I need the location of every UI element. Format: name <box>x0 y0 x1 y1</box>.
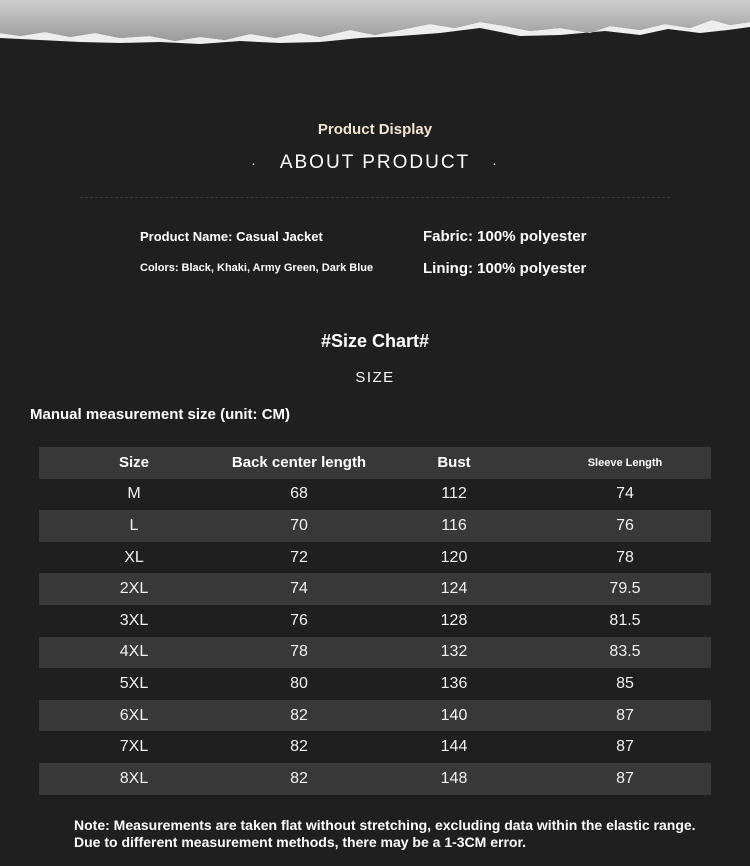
cell-size: 6XL <box>119 706 149 724</box>
table-row <box>39 731 711 763</box>
column-header-back-center-length: Back center length <box>231 454 367 472</box>
cell-bust: 116 <box>441 516 467 534</box>
cell-sleeve-length: 78 <box>616 548 634 566</box>
cell-sleeve-length: 76 <box>616 516 634 534</box>
measurement-note: Note: Measurements are taken flat without stretching, excluding data within the elastic range. Due to different measurement methods, there may be a 1-3CM error. <box>74 817 696 850</box>
table-row <box>39 573 711 605</box>
cell-bust: 140 <box>440 706 468 724</box>
table-row <box>39 479 711 511</box>
cell-back-center-length: 70 <box>290 516 308 534</box>
cell-size: M <box>127 485 141 503</box>
cell-sleeve-length: 85 <box>616 674 634 692</box>
product-name: Product Name: Casual Jacket <box>140 229 323 244</box>
cell-back-center-length: 82 <box>290 769 308 787</box>
cell-back-center-length: 74 <box>290 580 308 598</box>
right-dot: · <box>492 154 499 171</box>
cell-bust: 148 <box>440 769 468 787</box>
cell-bust: 144 <box>440 738 468 756</box>
product-colors: Colors: Black, Khaki, Army Green, Dark Blue <box>140 262 374 274</box>
column-header-bust: Bust <box>437 454 471 472</box>
about-product-heading <box>0 152 750 174</box>
cell-sleeve-length: 87 <box>616 769 634 787</box>
cell-back-center-length: 82 <box>290 706 308 724</box>
about-product-title: ABOUT PRODUCT <box>279 152 471 173</box>
left-dot: · <box>251 154 258 171</box>
table-row <box>39 542 711 574</box>
cell-size: 5XL <box>119 674 149 692</box>
table-header-row <box>39 447 711 479</box>
cell-sleeve-length: 81.5 <box>609 611 641 629</box>
cell-bust: 124 <box>440 580 468 598</box>
cell-sleeve-length: 87 <box>616 738 634 756</box>
cell-sleeve-length: 87 <box>616 706 634 724</box>
cell-bust: 136 <box>440 674 468 692</box>
cell-size: XL <box>124 548 144 566</box>
cell-bust: 128 <box>440 611 468 629</box>
cell-bust: 112 <box>441 485 467 503</box>
size-chart-title: #Size Chart# <box>320 331 430 351</box>
product-lining: Lining: 100% polyester <box>423 260 587 277</box>
cell-bust: 120 <box>440 548 468 566</box>
size-label: SIZE <box>355 369 395 386</box>
cell-back-center-length: 82 <box>290 738 308 756</box>
table-row <box>39 668 711 700</box>
cell-size: L <box>129 516 139 534</box>
cell-bust: 132 <box>440 643 468 661</box>
measurement-unit-note: Manual measurement size (unit: CM) <box>30 406 291 423</box>
divider <box>80 197 670 198</box>
cell-back-center-length: 78 <box>290 643 308 661</box>
cell-size: 2XL <box>119 580 149 598</box>
cell-size: 4XL <box>119 643 149 661</box>
cell-size: 7XL <box>119 738 149 756</box>
table-row <box>39 700 711 732</box>
cell-back-center-length: 72 <box>290 548 308 566</box>
cell-back-center-length: 68 <box>290 485 308 503</box>
cell-sleeve-length: 83.5 <box>609 643 641 661</box>
table-row <box>39 605 711 637</box>
cell-back-center-length: 76 <box>290 611 308 629</box>
size-table <box>39 447 711 795</box>
cell-sleeve-length: 74 <box>616 485 634 503</box>
cell-size: 3XL <box>119 611 149 629</box>
torn-paper-edge <box>0 0 750 60</box>
cell-back-center-length: 80 <box>290 674 308 692</box>
product-fabric: Fabric: 100% polyester <box>423 228 587 245</box>
table-row <box>39 510 711 542</box>
column-header-size: Size <box>118 454 149 472</box>
cell-sleeve-length: 79.5 <box>609 580 641 598</box>
table-row <box>39 637 711 669</box>
product-display-subtitle: Product Display <box>317 121 433 138</box>
cell-size: 8XL <box>119 769 149 787</box>
table-row <box>39 763 711 795</box>
column-header-sleeve-length: Sleeve Length <box>587 456 663 469</box>
